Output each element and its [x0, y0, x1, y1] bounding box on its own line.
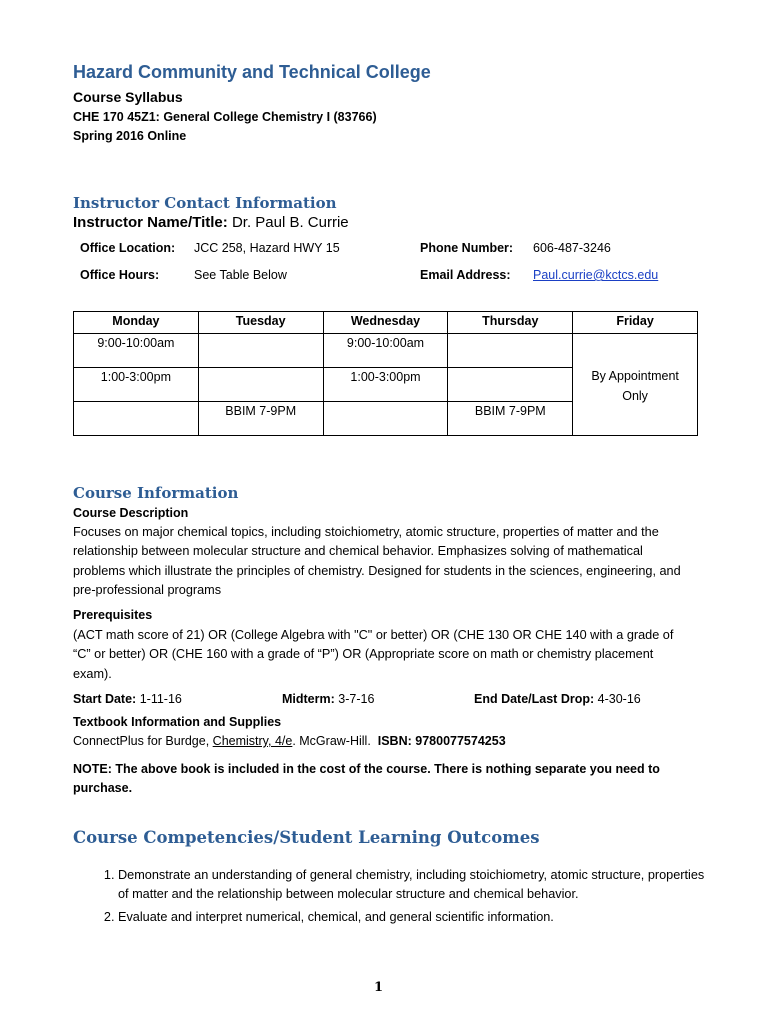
- end-date: [474, 692, 641, 706]
- email-link[interactable]: Paul.currie@kctcs.edu: [533, 268, 659, 282]
- midterm-date: [282, 692, 374, 706]
- table-header-cell: Wednesday: [323, 312, 448, 334]
- table-cell: [198, 368, 323, 402]
- table-cell: BBIM 7-9PM: [198, 402, 323, 436]
- isbn-label: ISBN:: [377, 734, 412, 748]
- table-header-row: [74, 312, 698, 334]
- table-cell: 9:00-10:00am: [74, 334, 199, 368]
- textbook-title: Chemistry, 4/e: [212, 734, 293, 748]
- course-info-title: Course Information: [73, 484, 239, 502]
- isbn-value: 9780077574253: [415, 734, 506, 748]
- table-header-cell: Tuesday: [198, 312, 323, 334]
- office-hours-label: Office Hours:: [80, 268, 160, 282]
- prerequisites-text: (ACT math score of 21) OR (College Algebra with "C" or better) OR (CHE 130 OR CHE 140 with a grade of “C” or better) OR (CHE 160 with a grade of “P”) OR (Appropriate score on math or chemistry placement exam).: [73, 628, 674, 681]
- end-date-label: End Date/Last Drop:: [474, 692, 595, 706]
- email-label: Email Address:: [420, 268, 511, 282]
- table-row: [74, 334, 698, 368]
- office-hours-value: See Table Below: [194, 268, 287, 282]
- table-cell: [448, 334, 573, 368]
- friday-text: By Appointment Only: [591, 368, 679, 403]
- table-header-cell: Friday: [573, 312, 698, 334]
- office-location-value: JCC 258, Hazard HWY 15: [194, 241, 340, 255]
- instructor-name-value: Dr. Paul B. Currie: [231, 214, 349, 231]
- table-cell: BBIM 7-9PM: [448, 402, 573, 436]
- midterm-label: Midterm:: [282, 692, 335, 706]
- table-cell: [323, 402, 448, 436]
- start-date-label: Start Date:: [73, 692, 137, 706]
- table-header-cell: Thursday: [448, 312, 573, 334]
- end-date-value: 4-30-16: [597, 692, 641, 706]
- start-date: [73, 692, 182, 706]
- table-cell: [74, 402, 199, 436]
- office-location-label: Office Location:: [80, 241, 176, 255]
- list-item: 1. Demonstrate an understanding of general chemistry, including stoichiometry, atomic structure, properties of matter and the relationship between molecular structure and chemical behavior.: [118, 866, 718, 905]
- prerequisites-label: Prerequisites: [73, 608, 153, 622]
- table-cell: 1:00-3:00pm: [323, 368, 448, 402]
- table-cell: 1:00-3:00pm: [74, 368, 199, 402]
- office-hours-table: [73, 311, 698, 436]
- college-name: Hazard Community and Technical College: [73, 62, 431, 82]
- friday-cell: [573, 334, 698, 436]
- textbook-prefix: ConnectPlus for Burdge,: [73, 734, 213, 748]
- table-cell: [198, 334, 323, 368]
- course-term: Spring 2016 Online: [73, 129, 187, 143]
- table-cell: 9:00-10:00am: [323, 334, 448, 368]
- instructor-section-title: Instructor Contact Information: [73, 194, 337, 212]
- midterm-value: 3-7-16: [338, 692, 375, 706]
- course-description-label: Course Description: [73, 506, 189, 520]
- course-title: CHE 170 45Z1: General College Chemistry I (83766): [73, 110, 377, 124]
- course-description: Focuses on major chemical topics, including stoichiometry, atomic structure, properties of matter and the relationship between molecular structure and chemical behavior. Emphasizes solving of mathematical problems which illustrate the principles of chemistry. Designed for students in the sciences, engineering, and pre-professional programs: [73, 525, 681, 598]
- document-type: Course Syllabus: [73, 89, 183, 105]
- outcomes-title: Course Competencies/Student Learning Outcomes: [73, 828, 540, 847]
- textbook-label: Textbook Information and Supplies: [73, 715, 282, 729]
- textbook-note: NOTE: The above book is included in the cost of the course. There is nothing separate you need to purchase.: [73, 762, 660, 795]
- instructor-name-label: Instructor Name/Title:: [73, 214, 228, 231]
- phone-label: Phone Number:: [420, 241, 514, 255]
- table-cell: [448, 368, 573, 402]
- textbook-line: [73, 734, 506, 748]
- table-header-cell: Monday: [74, 312, 199, 334]
- start-date-value: 1-11-16: [139, 692, 182, 706]
- page-number: 1: [374, 980, 384, 995]
- outcomes-list: [73, 866, 718, 930]
- phone-value: 606-487-3246: [533, 241, 611, 255]
- textbook-publisher: . McGraw-Hill.: [292, 734, 378, 748]
- list-item: 2. Evaluate and interpret numerical, chemical, and general scientific information.: [118, 908, 718, 927]
- instructor-name-line: [73, 214, 349, 231]
